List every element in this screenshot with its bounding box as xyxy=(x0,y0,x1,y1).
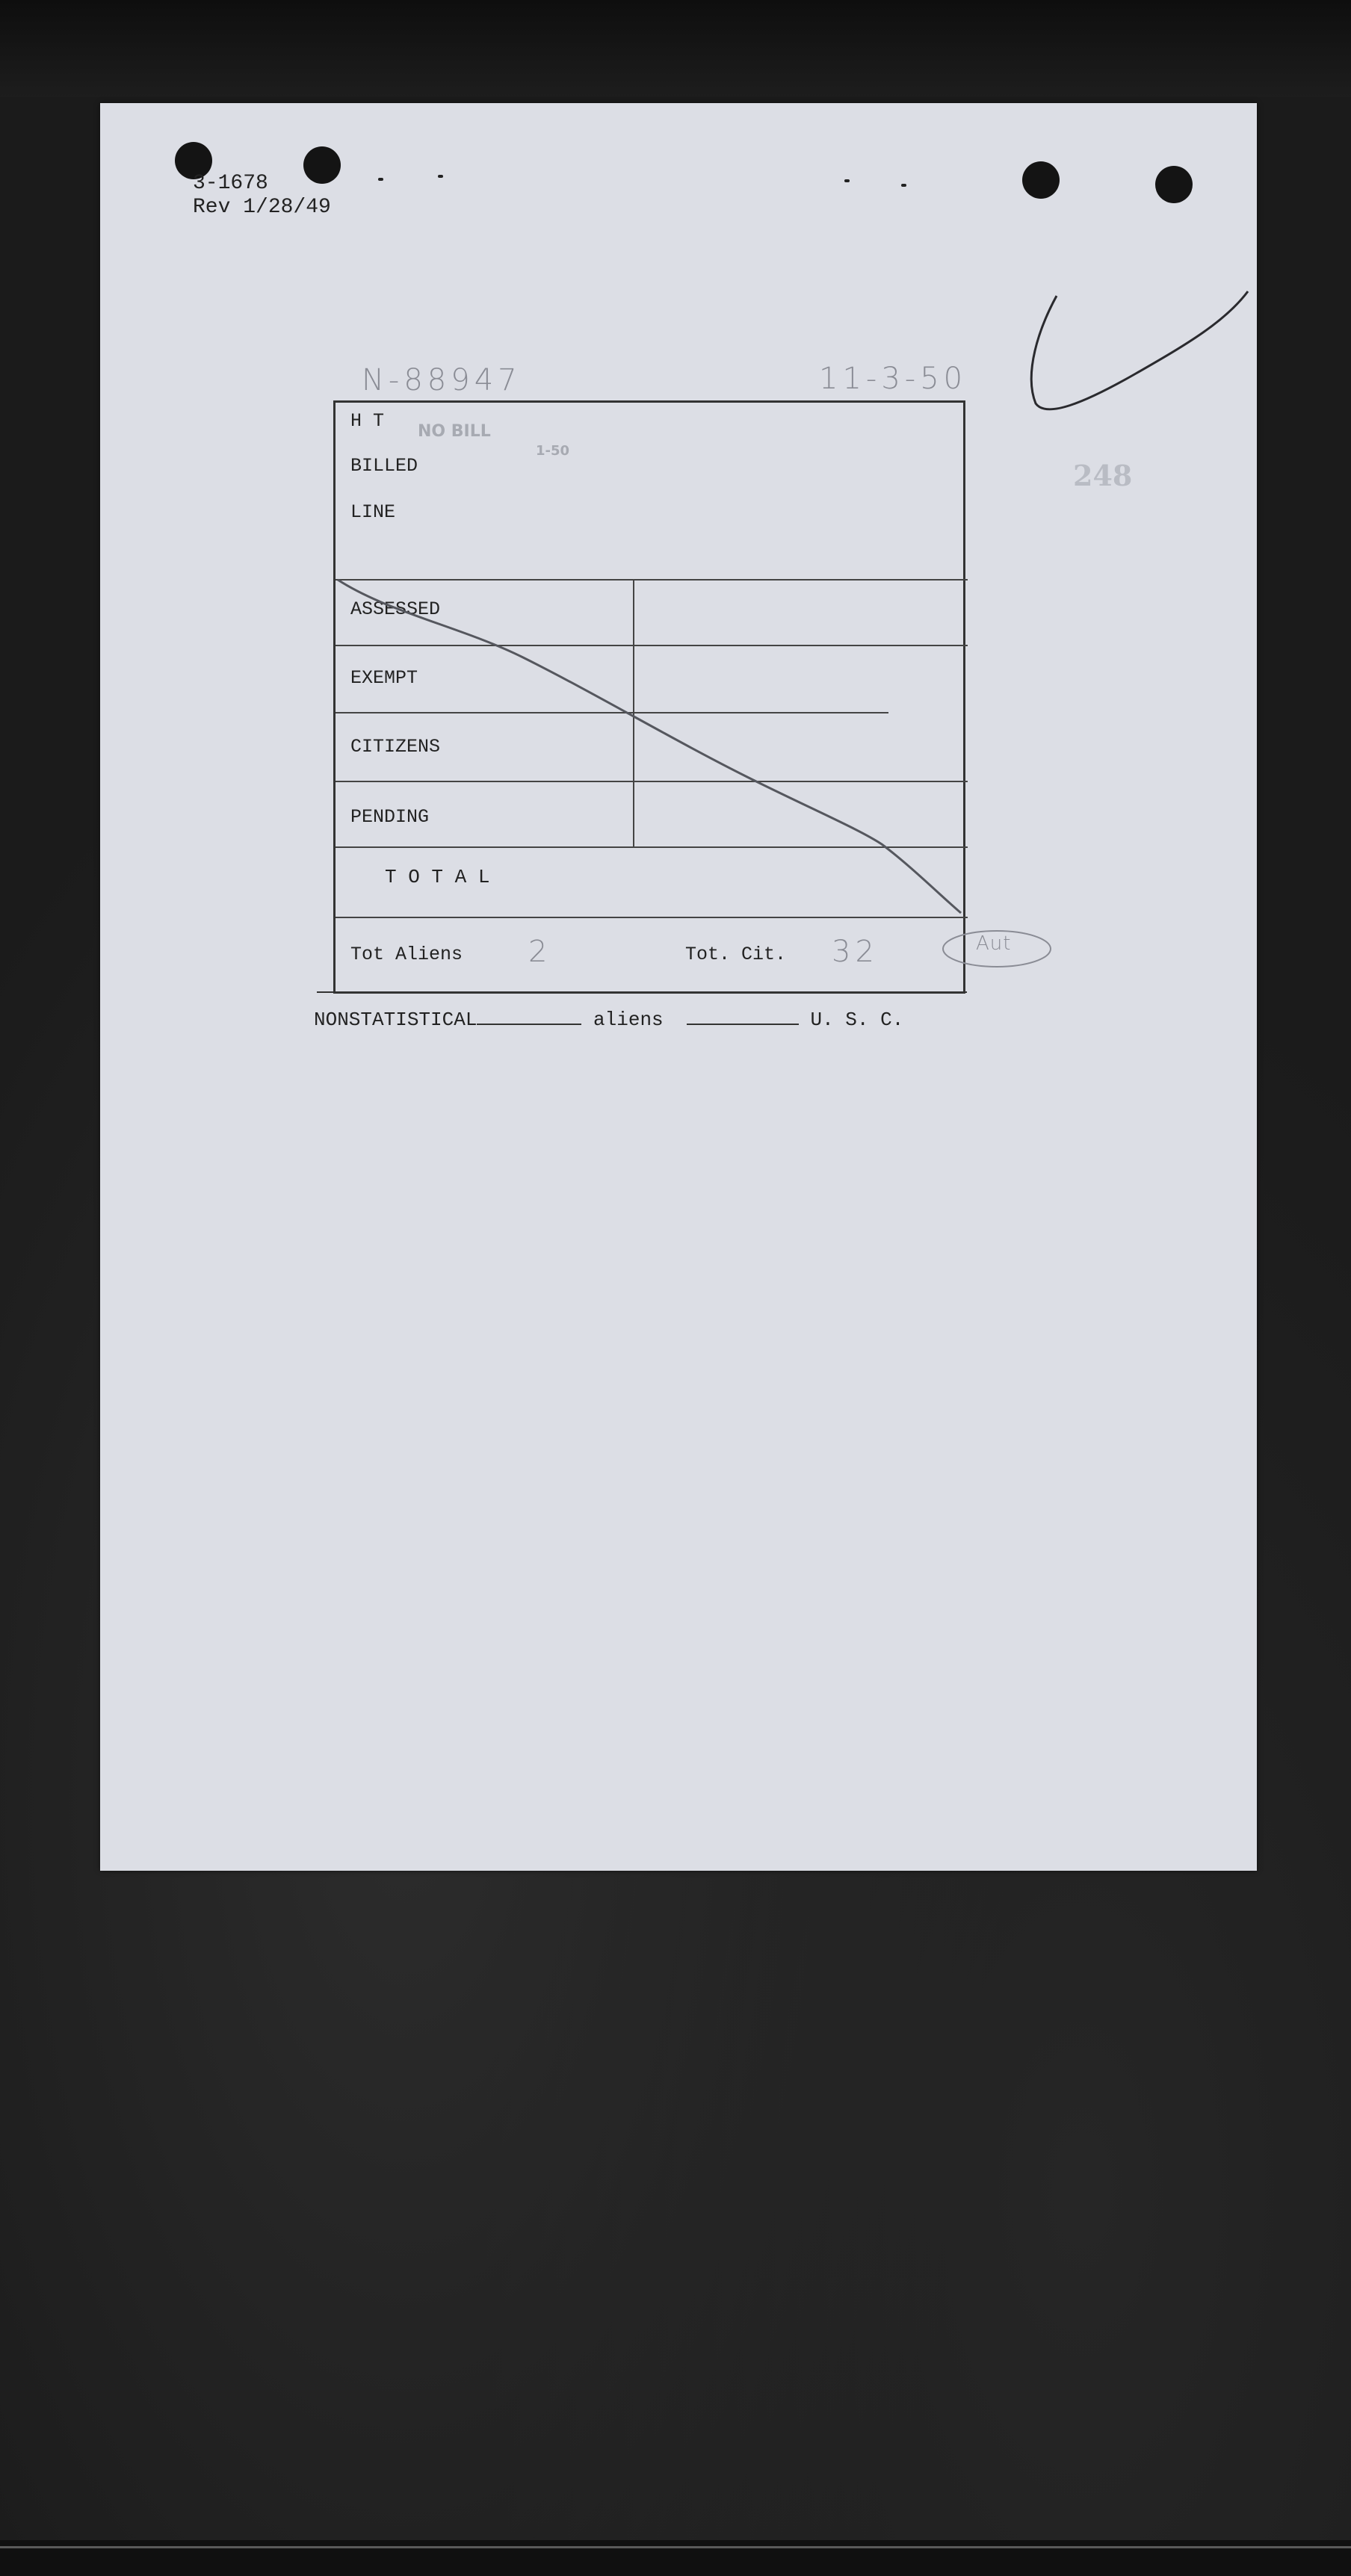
date: 11-3-50 xyxy=(819,362,968,396)
form-number: 3-1678 xyxy=(193,172,268,195)
label-tot-cit: Tot. Cit. xyxy=(685,944,787,965)
cancel-strike-line xyxy=(338,580,961,913)
nonstatistical-label: NONSTATISTICAL xyxy=(314,1009,477,1031)
label-exempt: EXEMPT xyxy=(350,667,418,689)
label-assessed: ASSESSED xyxy=(350,598,441,620)
label-tot-aliens: Tot Aliens xyxy=(350,944,463,965)
form-revision: Rev 1/28/49 xyxy=(193,196,331,219)
page-number: 248 xyxy=(1073,459,1133,492)
label-citizens: CITIZENS xyxy=(350,736,441,758)
label-billed: BILLED xyxy=(350,455,418,477)
label-pending: PENDING xyxy=(350,806,430,828)
initials-circle xyxy=(943,931,1051,967)
citizens-count: 32 xyxy=(832,935,879,969)
usc-label: U. S. C. xyxy=(810,1009,904,1031)
aliens-label: aliens xyxy=(593,1009,664,1031)
label-total: T O T A L xyxy=(385,866,490,888)
label-ht: H T xyxy=(350,410,385,432)
initials: Aut xyxy=(976,932,1012,955)
file-number: N-88947 xyxy=(362,363,522,397)
aliens-count: 2 xyxy=(528,935,552,969)
no-bill-stamp: NO BILL xyxy=(418,422,491,441)
check-mark xyxy=(1031,291,1248,409)
stamp-date: 1-50 xyxy=(536,443,570,459)
label-line: LINE xyxy=(350,501,396,523)
